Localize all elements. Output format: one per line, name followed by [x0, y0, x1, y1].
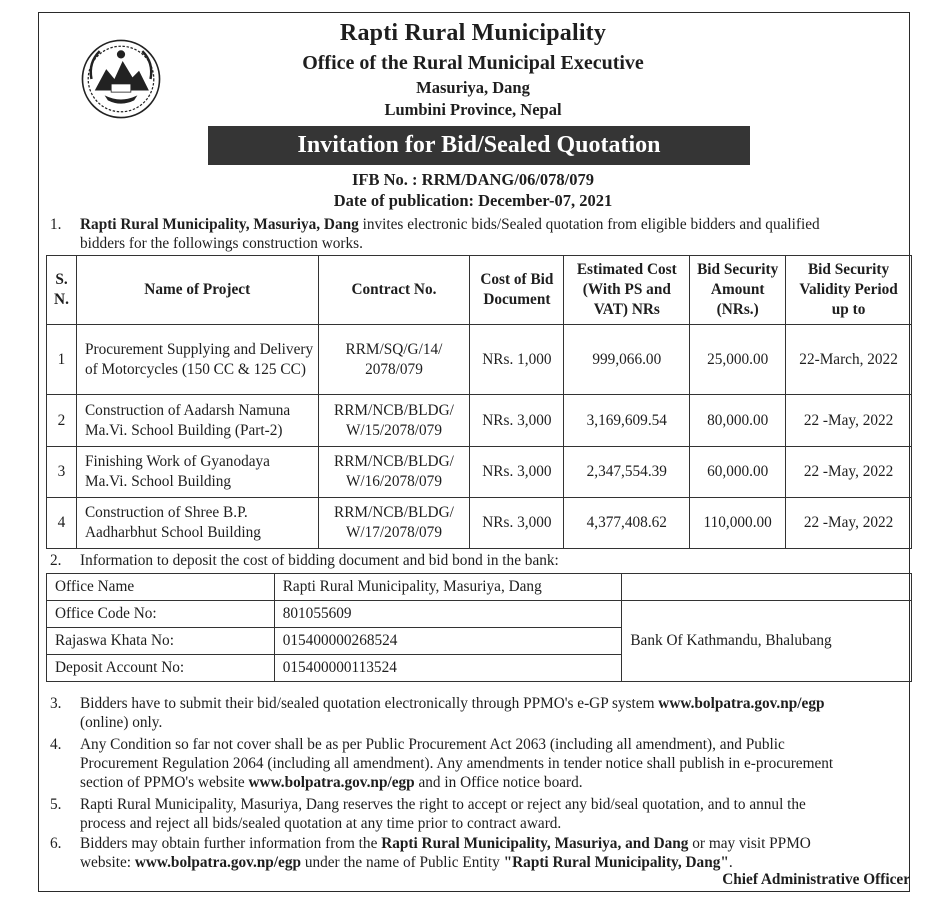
cell-cost: NRs. 3,000	[470, 395, 564, 447]
ifb-number: IFB No. : RRM/DANG/06/078/079	[352, 170, 594, 189]
cell-project: Finishing Work of Gyanodaya Ma.Vi. School Building	[76, 447, 318, 498]
cell-value: 015400000268524	[274, 628, 622, 655]
table-row	[47, 395, 912, 447]
paragraph-text: Bidders have to submit their bid/sealed quotation electronically through PPMO's e-GP system	[80, 695, 659, 712]
egp-link[interactable]: www.bolpatra.gov.np/egp	[658, 695, 825, 712]
egp-link[interactable]: www.bolpatra.gov.np/egp	[134, 854, 301, 871]
paragraph-number: 5.	[50, 796, 62, 813]
paragraph-number: 2.	[50, 552, 62, 569]
paragraph-text: Bidders may obtain further information from the	[80, 835, 382, 852]
cell-value: 015400000113524	[274, 655, 622, 682]
office-title: Office of the Rural Municipal Executive	[302, 52, 644, 74]
invitation-banner: Invitation for Bid/Sealed Quotation	[208, 126, 750, 165]
header-validity: Bid Security Validity Period up to	[786, 256, 912, 325]
publication-date: Date of publication: December-07, 2021	[333, 191, 613, 210]
header-project: Name of Project	[76, 256, 318, 325]
paragraph-number: 4.	[50, 736, 62, 753]
cell-security: 80,000.00	[690, 395, 786, 447]
cell-sn: 2	[47, 395, 77, 447]
paragraph-number: 3.	[50, 695, 62, 712]
egp-link[interactable]: www.bolpatra.gov.np/egp	[248, 774, 415, 791]
entity-name: Rapti Rural Municipality, Masuriya, Dang	[80, 216, 359, 233]
cell-sn: 1	[47, 325, 77, 395]
paragraph-text: and in Office notice board.	[414, 774, 583, 791]
paragraph-text: process and reject all bids/sealed quotation at any time prior to contract award.	[80, 815, 562, 832]
bank-info-table	[46, 573, 912, 682]
paragraph-text: website:	[80, 854, 135, 871]
paragraph-text: or may visit PPMO	[688, 835, 811, 852]
cell-label: Office Name	[47, 574, 275, 601]
cell-estimate: 3,169,609.54	[564, 395, 690, 447]
cell-security: 110,000.00	[690, 498, 786, 549]
cell-project: Procurement Supplying and Delivery of Motorcycles (150 CC & 125 CC)	[76, 325, 318, 395]
table-row	[47, 498, 912, 549]
cell-validity: 22 -May, 2022	[786, 395, 912, 447]
cell-sn: 3	[47, 447, 77, 498]
paragraph-text: Any Condition so far not cover shall be as per Public Procurement Act 2063 (including all amendment), and Public	[80, 736, 785, 753]
cell-cost: NRs. 1,000	[470, 325, 564, 395]
paragraph-number: 6.	[50, 835, 62, 852]
cell-label: Rajaswa Khata No:	[47, 628, 275, 655]
cell-security: 60,000.00	[690, 447, 786, 498]
table-header-row	[47, 256, 912, 325]
table-row	[47, 325, 912, 395]
header-estimate: Estimated Cost (With PS and VAT) NRs	[564, 256, 690, 325]
bank-name: Bank Of Kathmandu, Bhalubang	[622, 601, 912, 682]
cell-estimate: 999,066.00	[564, 325, 690, 395]
table-row	[47, 447, 912, 498]
cell-validity: 22 -May, 2022	[786, 447, 912, 498]
cell-security: 25,000.00	[690, 325, 786, 395]
cell-estimate: 2,347,554.39	[564, 447, 690, 498]
cell-estimate: 4,377,408.62	[564, 498, 690, 549]
cell-contract: RRM/NCB/BLDG/ W/17/2078/079	[318, 498, 470, 549]
paragraph-text: Procurement Regulation 2064 (including all amendment). Any amendments in tender notice shall publish in e-procurement	[80, 755, 834, 772]
entity-name: Rapti Rural Municipality, Masuriya, and Dang	[381, 835, 689, 852]
bid-table	[46, 255, 912, 549]
paragraph-text: section of PPMO's website	[80, 774, 249, 791]
cell-contract: RRM/SQ/G/14/ 2078/079	[318, 325, 470, 395]
paragraph-text: (online) only.	[80, 714, 163, 731]
cell-empty	[622, 574, 912, 601]
cell-value: 801055609	[274, 601, 622, 628]
signature: Chief Administrative Officer	[722, 871, 910, 888]
cell-contract: RRM/NCB/BLDG/ W/16/2078/079	[318, 447, 470, 498]
table-row	[47, 574, 912, 601]
cell-validity: 22-March, 2022	[786, 325, 912, 395]
municipality-title: Rapti Rural Municipality	[339, 20, 607, 46]
paragraph-number: 1.	[50, 216, 62, 233]
cell-label: Office Code No:	[47, 601, 275, 628]
paragraph-text: bidders for the followings construction works.	[80, 235, 363, 252]
header-contract: Contract No.	[318, 256, 470, 325]
entity-quote: "Rapti Rural Municipality, Dang"	[503, 854, 729, 871]
cell-sn: 4	[47, 498, 77, 549]
cell-validity: 22 -May, 2022	[786, 498, 912, 549]
cell-cost: NRs. 3,000	[470, 498, 564, 549]
paragraph-text: Rapti Rural Municipality, Masuriya, Dang reserves the right to accept or reject any bid/seal quotation, and to annul the	[80, 796, 806, 813]
cell-project: Construction of Shree B.P. Aadharbhut School Building	[76, 498, 318, 549]
paragraph-text: under the name of Public Entity	[301, 854, 504, 871]
paragraph-text: Information to deposit the cost of bidding document and bid bond in the bank:	[80, 552, 559, 569]
cell-project: Construction of Aadarsh Namuna Ma.Vi. School Building (Part-2)	[76, 395, 318, 447]
table-row	[47, 601, 912, 628]
header-cost: Cost of Bid Document	[470, 256, 564, 325]
cell-contract: RRM/NCB/BLDG/ W/15/2078/079	[318, 395, 470, 447]
paragraph-text: invites electronic bids/Sealed quotation from eligible bidders and qualified	[358, 216, 820, 233]
province-line: Lumbini Province, Nepal	[384, 100, 562, 119]
cell-value: Rapti Rural Municipality, Masuriya, Dang	[274, 574, 622, 601]
location-line: Masuriya, Dang	[416, 78, 530, 97]
paragraph-text: .	[728, 854, 733, 871]
cell-cost: NRs. 3,000	[470, 447, 564, 498]
cell-label: Deposit Account No:	[47, 655, 275, 682]
header-security: Bid Security Amount (NRs.)	[690, 256, 786, 325]
header-sn: S. N.	[47, 256, 77, 325]
